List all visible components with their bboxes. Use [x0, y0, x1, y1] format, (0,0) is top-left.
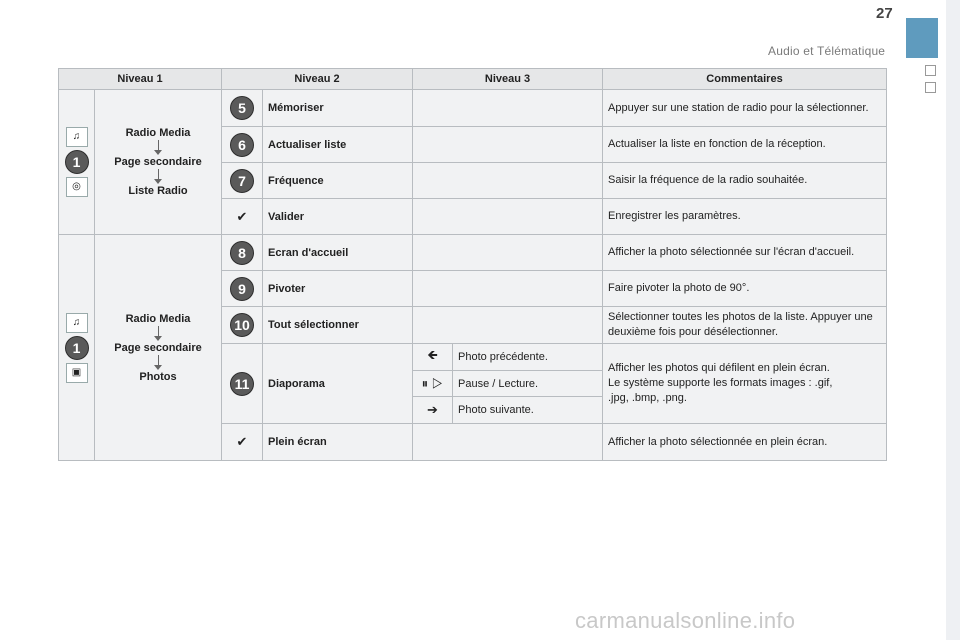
level3-label: Photo précédente. — [453, 344, 603, 371]
down-arrow-icon — [158, 326, 159, 336]
level1-item: Page secondaire — [114, 156, 202, 168]
watermark: carmanualsonline.info — [575, 608, 796, 633]
comment-cell: Faire pivoter la photo de 90°. — [603, 271, 887, 307]
level1-path-cell — [95, 235, 222, 461]
down-arrow-icon — [158, 355, 159, 365]
comment-cell: Afficher la photo sélectionnée en plein écran. — [603, 424, 887, 461]
comment-cell: Actualiser la liste en fonction de la réception. — [603, 127, 887, 163]
step-badge: 1 — [65, 150, 89, 174]
step-badge: 8 — [230, 241, 254, 265]
comment-line: Afficher les photos qui défilent en plein écran. — [608, 362, 830, 374]
step-badge: 10 — [230, 313, 254, 337]
level3-empty — [413, 307, 603, 344]
level3-empty — [413, 271, 603, 307]
level2-label: Actualiser liste — [263, 127, 413, 163]
level3-empty — [413, 199, 603, 235]
level1-item: Radio Media — [125, 127, 191, 139]
level2-label: Valider — [263, 199, 413, 235]
step-badge: 9 — [230, 277, 254, 301]
section-title: Audio et Télématique — [768, 44, 886, 58]
sidebar-strip — [946, 0, 960, 640]
square-icon — [925, 65, 936, 76]
down-arrow-icon — [158, 169, 159, 179]
level1-item: Page secondaire — [114, 341, 202, 354]
level1-path-cell — [95, 90, 222, 235]
level3-empty — [413, 90, 603, 127]
previous-arrow-icon: 🡸 — [413, 344, 453, 371]
comment-cell: Saisir la fréquence de la radio souhaitée. — [603, 163, 887, 199]
level3-empty — [413, 163, 603, 199]
photo-icon: ▣ — [66, 363, 88, 383]
level2-label: Pivoter — [263, 271, 413, 307]
check-icon: ✔ — [222, 199, 263, 235]
level2-label: Ecran d'accueil — [263, 235, 413, 271]
table-row — [59, 90, 887, 127]
comment-cell — [603, 344, 887, 424]
step-badge: 5 — [230, 96, 254, 120]
settings-table — [58, 68, 887, 461]
column-header-level1: Niveau 1 — [59, 69, 222, 90]
table-header-row — [59, 69, 887, 90]
level1-item: Liste Radio — [128, 185, 188, 197]
level3-empty — [413, 127, 603, 163]
comment-cell: Sélectionner toutes les photos de la liste. Appuyer une deuxième fois pour désélectionner. — [603, 307, 887, 344]
comment-cell: Appuyer sur une station de radio pour la sélectionner. — [603, 90, 887, 127]
next-arrow-icon: ➔ — [413, 397, 453, 424]
comment-line: Le système supporte les formats images : .gif, — [608, 377, 833, 389]
level2-label: Mémoriser — [263, 90, 413, 127]
check-icon: ✔ — [222, 424, 263, 461]
column-header-level3: Niveau 3 — [413, 69, 603, 90]
step-badge: 1 — [65, 336, 89, 360]
section-tab-marker — [906, 18, 938, 58]
level1-item: Radio Media — [125, 312, 191, 325]
page-number: 27 — [876, 5, 893, 22]
step-badge: 11 — [230, 372, 254, 396]
level2-label: Diaporama — [263, 344, 413, 424]
down-arrow-icon — [158, 140, 159, 150]
level3-label: Pause / Lecture. — [453, 371, 603, 397]
level2-label: Tout sélectionner — [263, 307, 413, 344]
level3-empty — [413, 235, 603, 271]
pause-play-icon: ⏸ ▷ — [413, 371, 453, 397]
column-header-level2: Niveau 2 — [222, 69, 413, 90]
square-icon — [925, 82, 936, 93]
level3-label: Photo suivante. — [453, 397, 603, 424]
music-source-icon: ♫ — [66, 313, 88, 333]
step-badge: 7 — [230, 169, 254, 193]
table-row — [59, 235, 887, 271]
step-badge: 6 — [230, 133, 254, 157]
comment-cell: Enregistrer les paramètres. — [603, 199, 887, 235]
music-source-icon: ♫ — [66, 127, 88, 147]
level2-label: Plein écran — [263, 424, 413, 461]
level1-icons-cell — [59, 235, 95, 461]
level2-label: Fréquence — [263, 163, 413, 199]
level1-icons-cell — [59, 90, 95, 235]
radio-tower-icon: ◎ — [66, 177, 88, 197]
level1-item: Photos — [139, 370, 177, 383]
level3-empty — [413, 424, 603, 461]
comment-line: .jpg, .bmp, .png. — [608, 392, 687, 404]
comment-cell: Afficher la photo sélectionnée sur l'écran d'accueil. — [603, 235, 887, 271]
column-header-comments: Commentaires — [603, 69, 887, 90]
